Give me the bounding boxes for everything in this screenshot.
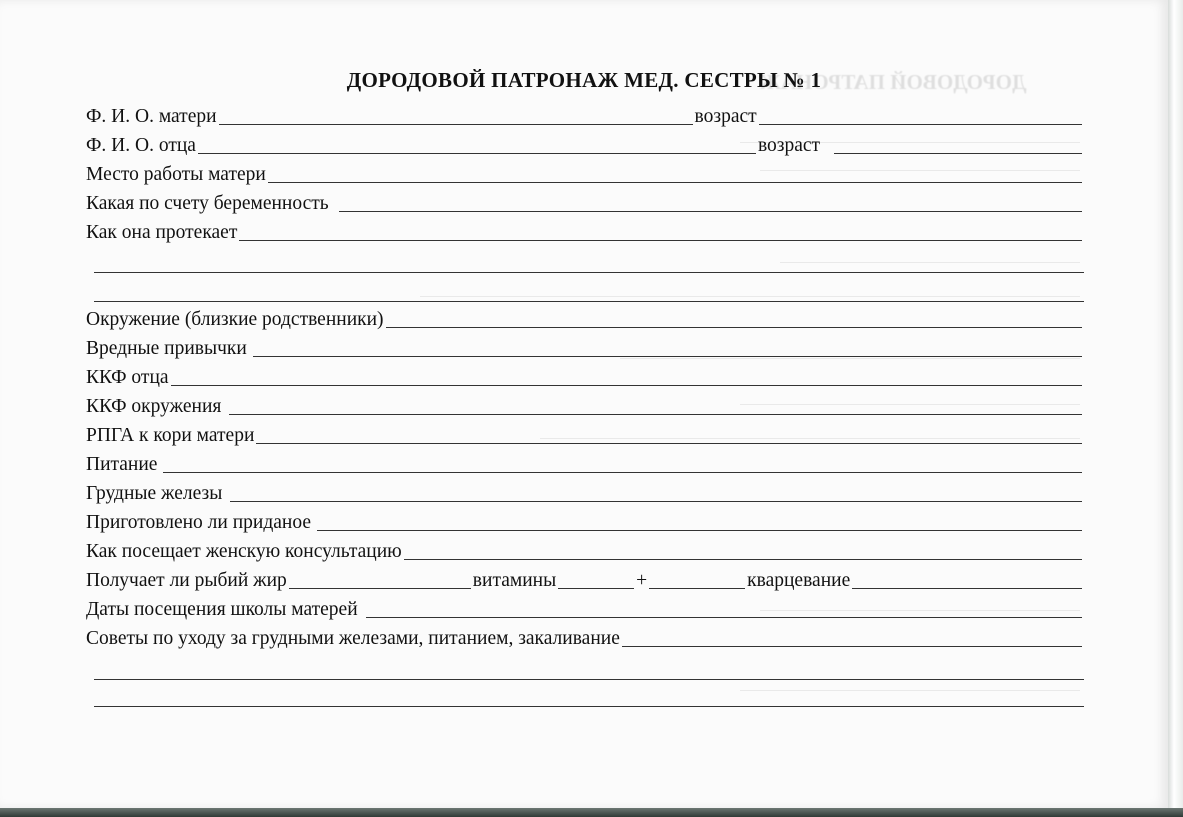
nutrition-field[interactable]	[163, 472, 1082, 473]
dowry-label: Приготовлено ли приданое	[86, 512, 312, 533]
pregnancy-course-extra-line[interactable]	[94, 272, 1084, 273]
pregnancy-number-field[interactable]	[339, 211, 1082, 212]
bleed-through-line	[420, 296, 1080, 297]
fish-oil-label: Получает ли рыбий жир	[86, 570, 287, 591]
rpga-label: РПГА к кори матери	[86, 425, 255, 446]
mammary-glands-field[interactable]	[230, 501, 1082, 502]
consultation-label: Как посещает женскую консультацию	[86, 541, 402, 562]
father-age-field[interactable]	[834, 153, 1082, 154]
form-title: ДОРОДОВОЙ ПАТРОНАЖ МЕД. СЕСТРЫ № 1	[346, 68, 822, 92]
bad-habits-row	[86, 337, 1084, 361]
vitamins-field-1[interactable]	[558, 588, 634, 589]
dowry-field[interactable]	[317, 530, 1082, 531]
pregnancy-number-row	[86, 192, 1084, 216]
quartz-field[interactable]	[852, 588, 1082, 589]
rpga-field[interactable]	[256, 443, 1082, 444]
father-age-label: возраст	[757, 135, 821, 156]
bad-habits-label: Вредные привычки	[86, 338, 247, 359]
bad-habits-field[interactable]	[253, 356, 1082, 357]
father-name-row	[86, 134, 1084, 158]
mother-work-row	[86, 163, 1084, 187]
kkf-father-row	[86, 366, 1084, 390]
nutrition-row	[86, 453, 1084, 477]
advice-extra-line[interactable]	[94, 706, 1084, 707]
page-edge	[1168, 0, 1183, 817]
pregnancy-number-label: Какая по счету беременность	[86, 193, 329, 214]
pregnancy-course-label: Как она протекает	[86, 222, 238, 243]
kkf-environment-label: ККФ окружения	[86, 396, 222, 417]
kkf-father-field[interactable]	[171, 385, 1082, 386]
consultation-field[interactable]	[404, 559, 1082, 560]
vitamins-field-2[interactable]	[649, 588, 745, 589]
mother-work-field[interactable]	[268, 182, 1082, 183]
pregnancy-course-extra-line[interactable]	[94, 301, 1084, 302]
pregnancy-course-row	[86, 221, 1084, 245]
supplements-row	[86, 569, 1084, 593]
advice-label: Советы по уходу за грудными железами, питанием, закаливание	[86, 628, 620, 649]
quartz-label: кварцевание	[747, 570, 851, 591]
bleed-through-line	[740, 690, 1080, 691]
bleed-through-title: ДОРОДОВОЙ ПАТРОНАЖ	[760, 70, 1027, 94]
pregnancy-course-field[interactable]	[239, 240, 1082, 241]
plus-sign: +	[636, 570, 648, 591]
mother-age-field[interactable]	[759, 124, 1082, 125]
mother-name-field[interactable]	[219, 124, 693, 125]
school-dates-label: Даты посещения школы матерей	[86, 599, 358, 620]
mammary-glands-label: Грудные железы	[86, 483, 223, 504]
mother-work-label: Место работы матери	[86, 164, 266, 185]
kkf-environment-row	[86, 395, 1084, 419]
rpga-row	[86, 424, 1084, 448]
mammary-glands-row	[86, 482, 1084, 506]
father-name-label: Ф. И. О. отца	[86, 135, 196, 156]
advice-row	[86, 627, 1084, 651]
kkf-environment-field[interactable]	[229, 414, 1082, 415]
environment-label: Окружение (близкие родственники)	[86, 309, 384, 330]
advice-extra-line[interactable]	[94, 679, 1084, 680]
school-dates-row	[86, 598, 1084, 622]
father-name-field[interactable]	[198, 153, 756, 154]
mother-age-label: возраст	[694, 106, 757, 127]
scanner-background	[0, 808, 1183, 817]
consultation-row	[86, 540, 1084, 564]
environment-row	[86, 308, 1084, 332]
advice-field[interactable]	[622, 646, 1082, 647]
bleed-through-line	[780, 262, 1080, 263]
school-dates-field[interactable]	[366, 617, 1082, 618]
kkf-father-label: ККФ отца	[86, 367, 169, 388]
mother-name-row	[86, 105, 1084, 129]
mother-name-label: Ф. И. О. матери	[86, 106, 217, 127]
dowry-row	[86, 511, 1084, 535]
nutrition-label: Питание	[86, 454, 158, 475]
fish-oil-field[interactable]	[289, 588, 471, 589]
environment-field[interactable]	[386, 327, 1082, 328]
vitamins-label: витамины	[472, 570, 557, 591]
